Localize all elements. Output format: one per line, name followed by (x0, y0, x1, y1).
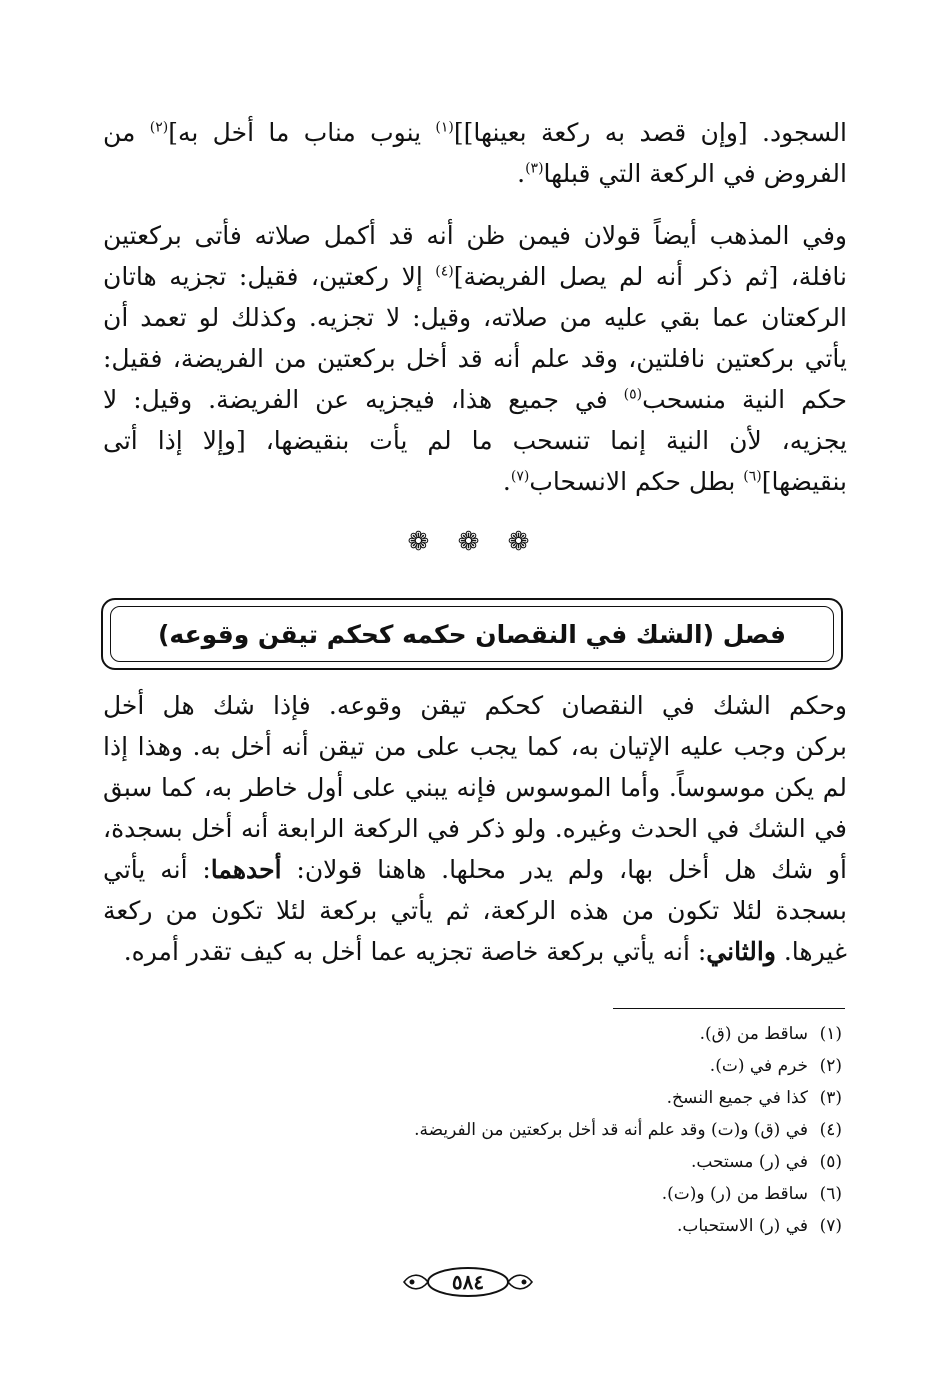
footnotes (142, 1018, 842, 1242)
text-line: السجود. [وإن قصد به ركعة بعينها]]$^{(١)}$ ينوب مناب ما أخل به]$^{(٢)}$ من (103, 118, 847, 147)
footnote-text: في (ر) مستحب. (690, 1152, 808, 1172)
footnote-item (142, 1082, 842, 1114)
paragraph-2 (103, 215, 847, 502)
footnote-item (142, 1178, 842, 1210)
footnote-divider (613, 1008, 845, 1009)
page-number-ornament (398, 1260, 538, 1304)
footnote-number: (٤) (819, 1120, 842, 1140)
text-line: يجزيه، لأن النية إنما تنسحب ما لم يأت بنقيضها، [وإلا إذا أتى (103, 426, 847, 455)
footnote-item (142, 1050, 842, 1082)
text-line: بركن وجب عليه الإتيان به، كما يجب على من تيقن أنه أخل به. وهذا إذا (103, 732, 847, 761)
footnote-number: (٣) (819, 1088, 842, 1108)
footnote-number: (٢) (819, 1056, 842, 1076)
text-line: نافلة، [ثم ذكر أنه لم يصل الفريضة]$^{(٤)}$ إلا ركعتين، فقيل: تجزيه هاتان (103, 262, 847, 291)
section-heading-frame (101, 598, 843, 670)
footnote-text: ساقط من (ر) و(ت). (661, 1184, 808, 1204)
footnote-item (142, 1210, 842, 1242)
footnote-text: خرم في (ت). (709, 1056, 808, 1076)
text-line: وحكم الشك في النقصان كحكم تيقن وقوعه. فإذا شك هل أخل (103, 691, 847, 720)
text-line: وفي المذهب أيضاً قولان فيمن ظن أنه قد أكمل صلاته فأتى بركعتين (103, 221, 847, 250)
section-separator: ❁ ❁ ❁ (407, 527, 540, 557)
footnote-item (142, 1114, 842, 1146)
footnote-text: ساقط من (ق). (699, 1024, 808, 1044)
text-line: حكم النية منسحب$^{(٥)}$ في جميع هذا، فيجزيه عن الفريضة. وقيل: لا (103, 385, 847, 414)
text-line: بسجدة لئلا تكون من هذه الركعة، ثم يأتي بركعة لئلا تكون من ركعة (103, 896, 847, 925)
footnote-number: (٦) (819, 1184, 842, 1204)
footnote-item (142, 1146, 842, 1178)
section-heading: فصل (الشك في النقصان حكمه كحكم تيقن وقوعه) (157, 619, 787, 649)
footnote-text: في (ر) الاستحباب. (676, 1216, 808, 1236)
page-number: ٥٨٤ (451, 1270, 485, 1294)
text-line: أو شك هل أخل بها، ولم يدر محلها. هاهنا قولان: أحدهما: أنه يأتي (103, 855, 847, 884)
text-line: الفروض في الركعة التي قبلها$^{(٣)}$. (517, 159, 847, 188)
text-line: الركعتان عما بقي عليه من صلاته، وقيل: لا تجزيه. وكذلك لو تعمد أن (103, 303, 847, 332)
paragraph-3 (103, 685, 847, 972)
text-line: في الشك في الحدث وغيره. ولو ذكر في الركعة الرابعة أنه أخل بسجدة، (103, 814, 847, 843)
text-line: غيرها. والثاني: أنه يأتي بركعة خاصة تجزيه عما أخل به كيف تقدر أمره. (123, 937, 847, 966)
text-line: بنقيضها]$^{(٦)}$ بطل حكم الانسحاب$^{(٧)}$. (502, 467, 847, 496)
paragraph-1 (103, 112, 847, 194)
footnote-text: كذا في جميع النسخ. (666, 1088, 808, 1108)
footnote-number: (١) (819, 1024, 842, 1044)
footnote-number: (٥) (819, 1152, 842, 1172)
footnote-text: في (ق) و(ت) وقد علم أنه قد أخل بركعتين من الفريضة. (414, 1120, 808, 1140)
footnote-number: (٧) (819, 1216, 842, 1236)
text-line: يأتي بركعتين نافلتين، وقد علم أنه قد أخل بركعتين من الفريضة، فقيل: (103, 344, 847, 373)
footnote-item (142, 1018, 842, 1050)
text-line: لم يكن موسوساً. وأما الموسوس فإنه يبني على أول خاطر به، كما سبق (103, 773, 847, 802)
section-heading-inner-frame (110, 606, 834, 662)
